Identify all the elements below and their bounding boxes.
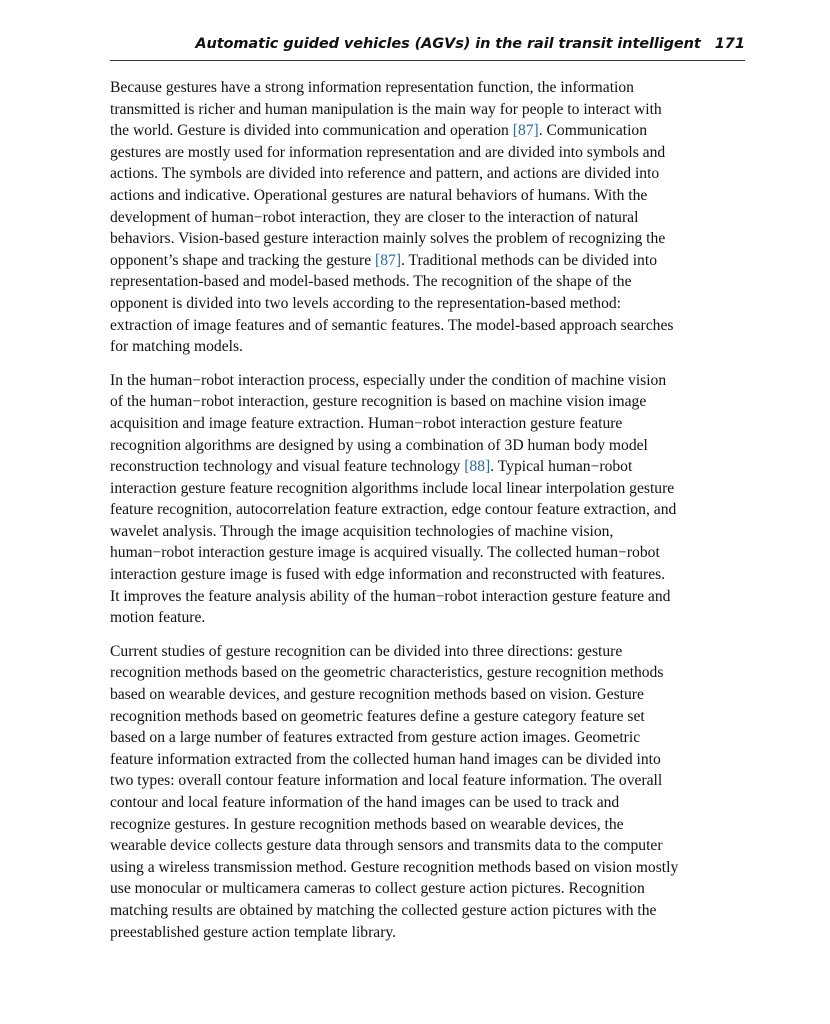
text-segment: Current studies of gesture recognition can be divided into three directions: gesture	[110, 642, 623, 660]
text-line	[110, 456, 735, 478]
text-segment: actions and indicative. Operational gestures are natural behaviors of humans. With the	[110, 186, 648, 204]
text-segment: behaviors. Vision-based gesture interaction mainly solves the problem of recognizing the	[110, 230, 666, 248]
text-line	[110, 120, 735, 142]
text-line	[110, 142, 735, 164]
text-line	[110, 814, 735, 836]
text-line	[110, 922, 735, 944]
text-line	[110, 564, 735, 586]
text-segment: matching results are obtained by matching the collected gesture action pictures with the	[110, 901, 657, 919]
text-line	[110, 163, 735, 185]
text-segment: interaction gesture feature recognition algorithms include local linear interpolation gesture	[110, 479, 675, 497]
text-segment: use monocular or multicamera cameras to collect gesture action pictures. Recognition	[110, 880, 645, 898]
text-segment: two types: overall contour feature information and local feature information. The overall	[110, 772, 663, 790]
text-segment: acquisition and image feature extraction. Human−robot interaction gesture feature	[110, 414, 623, 432]
text-segment: preestablished gesture action template library.	[110, 923, 397, 941]
text-line	[110, 607, 735, 629]
text-segment: Because gestures have a strong information representation function, the information	[110, 79, 634, 96]
text-line	[110, 207, 735, 229]
text-segment: feature recognition, autocorrelation feature extraction, edge contour feature extraction, and	[110, 501, 677, 519]
text-line	[110, 521, 735, 543]
text-segment: recognition methods based on geometric features define a gesture category feature set	[110, 707, 645, 725]
text-line	[110, 641, 735, 663]
text-line	[110, 499, 735, 521]
text-line	[110, 99, 735, 121]
text-segment: reconstruction technology and visual feature technology	[110, 458, 465, 476]
text-segment: wavelet analysis. Through the image acquisition technologies of machine vision,	[110, 522, 614, 540]
text-line	[110, 857, 735, 879]
text-segment: of the human−robot interaction, gesture recognition is based on machine vision image	[110, 393, 647, 411]
text-line	[110, 478, 735, 500]
citation-link[interactable]: [87]	[512, 122, 539, 140]
text-line	[110, 271, 735, 293]
text-line	[110, 662, 735, 684]
paragraph	[110, 370, 735, 629]
text-line	[110, 684, 735, 706]
text-line	[110, 770, 735, 792]
paragraph	[110, 77, 735, 358]
text-line	[110, 185, 735, 207]
text-segment: In the human−robot interaction process, especially under the condition of machine vision	[110, 371, 667, 389]
citation-link[interactable]: [87]	[375, 251, 402, 269]
text-line	[110, 749, 735, 771]
text-line	[110, 293, 735, 315]
text-segment: opponent’s shape and tracking the gesture	[110, 251, 376, 269]
text-segment: wearable device collects gesture data through sensors and transmits data to the computer	[110, 837, 663, 855]
body-text	[110, 77, 735, 955]
text-line	[110, 586, 735, 608]
running-head	[110, 36, 745, 61]
text-line	[110, 250, 735, 272]
text-line	[110, 878, 735, 900]
text-line	[110, 542, 735, 564]
text-segment: extraction of image features and of semantic features. The model-based approach searches	[110, 316, 674, 334]
text-segment: feature information extracted from the collected human hand images can be divided into	[110, 750, 661, 768]
text-segment: representation-based and model-based methods. The recognition of the shape of the	[110, 273, 632, 291]
text-line	[110, 792, 735, 814]
text-line	[110, 391, 735, 413]
text-segment: motion feature.	[110, 609, 206, 627]
text-line	[110, 900, 735, 922]
citation-link[interactable]: [88]	[464, 458, 491, 476]
text-line	[110, 315, 735, 337]
paragraph	[110, 641, 735, 943]
text-segment: the world. Gesture is divided into communication and operation	[110, 122, 513, 140]
text-line	[110, 77, 735, 99]
text-line	[110, 336, 735, 358]
text-segment: based on wearable devices, and gesture recognition methods based on vision. Gesture	[110, 686, 644, 704]
text-segment: for matching models.	[110, 338, 243, 356]
text-segment: gestures are mostly used for information representation and are divided into symbols and	[110, 143, 666, 161]
text-line	[110, 706, 735, 728]
running-head-title: Automatic guided vehicles (AGVs) in the rail transit intelligent	[195, 36, 701, 52]
text-line	[110, 413, 735, 435]
text-segment: transmitted is richer and human manipulation is the main way for people to interact with	[110, 100, 662, 118]
text-segment: It improves the feature analysis ability of the human−robot interaction gesture feature and	[110, 587, 671, 605]
text-segment: using a wireless transmission method. Gesture recognition methods based on vision mostly	[110, 858, 679, 876]
text-segment: interaction gesture image is fused with edge information and reconstructed with features.	[110, 566, 666, 584]
text-segment: . Communication	[538, 122, 648, 140]
text-segment: recognition methods based on the geometric characteristics, gesture recognition methods	[110, 664, 664, 682]
text-segment: opponent is divided into two levels according to the representation-based method:	[110, 294, 621, 312]
text-segment: based on a large number of features extracted from gesture action images. Geometric	[110, 729, 641, 747]
text-segment: contour and local feature information of the hand images can be used to track and	[110, 794, 620, 811]
text-segment: actions. The symbols are divided into reference and pattern, and actions are divided into	[110, 165, 660, 183]
text-segment: . Typical human−robot	[490, 458, 633, 476]
text-segment: human−robot interaction gesture image is acquired visually. The collected human−robot	[110, 544, 660, 562]
text-line	[110, 727, 735, 749]
page-number: 171	[714, 36, 745, 52]
text-segment: . Traditional methods can be divided into	[401, 251, 657, 269]
text-line	[110, 835, 735, 857]
text-line	[110, 370, 735, 392]
text-line	[110, 435, 735, 457]
text-line	[110, 228, 735, 250]
text-segment: recognize gestures. In gesture recognition methods based on wearable devices, the	[110, 815, 624, 833]
text-segment: development of human−robot interaction, they are closer to the interaction of natural	[110, 208, 639, 226]
text-segment: recognition algorithms are designed by using a combination of 3D human body model	[110, 436, 648, 454]
